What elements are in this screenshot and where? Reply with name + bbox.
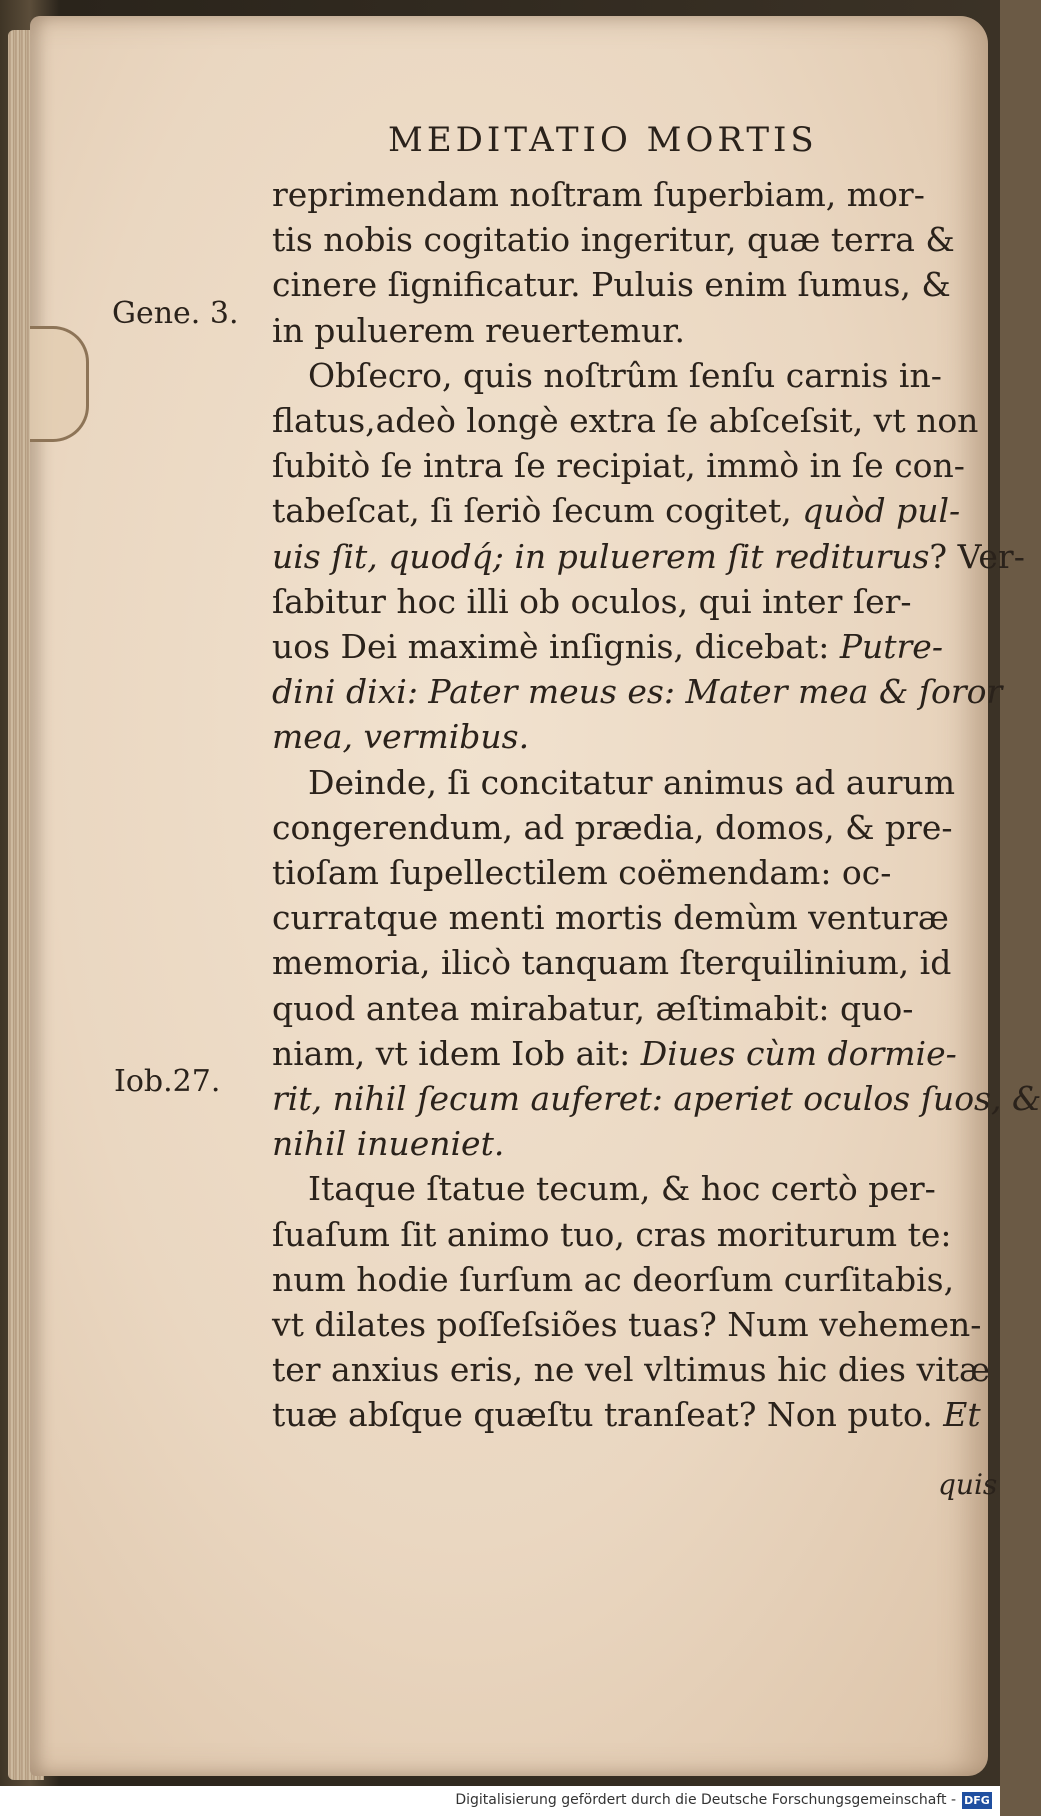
text-line	[272, 579, 972, 624]
text-run: in puluerem reuertemur.	[272, 310, 685, 350]
italic-text-run: uis ſit, quodq́; in puluerem ſit rediturus	[272, 536, 930, 576]
italic-text-run: mea, vermibus.	[272, 717, 530, 757]
text-run: ? Ver-	[929, 536, 1025, 576]
text-run: Deinde, ſi concitatur animus ad aurum	[308, 762, 956, 802]
margin-note-gene: Gene. 3.	[112, 296, 239, 331]
footer-bar	[0, 1786, 1000, 1816]
text-line	[272, 353, 972, 398]
footer-credit: Digitalisierung gefördert durch die Deutsche Forschungsgemeinschaft -	[455, 1792, 956, 1808]
text-line	[272, 262, 972, 307]
text-run: curratque menti mortis demùm venturæ	[272, 898, 949, 938]
dfg-logo-icon: DFG	[962, 1792, 992, 1809]
text-line	[272, 805, 972, 850]
text-line	[272, 624, 972, 669]
text-run: ſuaſum ſit animo tuo, cras moriturum te:	[272, 1214, 952, 1254]
text-run: flatus,adeò longè extra ſe abſceſsit, vt non	[272, 401, 979, 441]
italic-text-run: Et	[943, 1395, 981, 1435]
text-run: num hodie ſurſum ac deorſum curſitabis,	[272, 1259, 955, 1299]
text-line	[272, 986, 972, 1031]
text-run: niam, vt idem Iob ait:	[272, 1033, 641, 1073]
page-tab-marker	[30, 326, 89, 442]
text-run: quod antea mirabatur, æſtimabit: quo-	[272, 988, 914, 1028]
text-line	[272, 217, 972, 262]
text-line	[272, 1166, 972, 1211]
text-run: tuæ abſque quæſtu tranſeat? Non puto.	[272, 1395, 944, 1435]
text-line	[272, 669, 1003, 714]
text-line	[272, 1257, 972, 1302]
text-run: tioſam ſupellectilem coëmendam: oc-	[272, 853, 892, 893]
text-line	[272, 398, 979, 443]
text-line	[272, 1392, 981, 1437]
text-run: reprimendam noſtram ſuperbiam, mor-	[272, 175, 925, 214]
text-run: ter anxius eris, ne vel vltimus hic dies vitæ	[272, 1350, 990, 1390]
text-run: ſabitur hoc illi ob oculos, qui inter ſer-	[272, 581, 912, 621]
text-line	[272, 1347, 990, 1392]
italic-text-run: dini dixi: Pater meus es: Mater mea & ſoror	[272, 672, 1003, 712]
text-run: Itaque ſtatue tecum, & hoc certò per-	[308, 1169, 936, 1209]
text-line	[272, 308, 972, 353]
text-run: uos Dei maximè inſignis, dicebat:	[272, 627, 840, 667]
text-run: Obſecro, quis noſtrûm ſenſu carnis in-	[308, 355, 942, 395]
text-line	[272, 534, 1025, 579]
text-line	[272, 1031, 972, 1076]
text-line	[272, 1121, 972, 1166]
italic-text-run: Diues cùm dormie-	[640, 1033, 957, 1073]
text-line	[272, 940, 972, 985]
text-line	[272, 760, 972, 805]
body-text	[272, 172, 1041, 1438]
text-line	[272, 714, 972, 759]
text-line	[272, 850, 972, 895]
text-run: tis nobis cogitatio ingeritur, quæ terra &	[272, 220, 955, 260]
running-title: MEDITATIO MORTIS	[388, 120, 818, 160]
margin-note-iob: Iob.27.	[114, 1064, 221, 1099]
italic-text-run: quòd pul-	[802, 491, 961, 531]
text-line	[272, 1212, 972, 1257]
text-line	[272, 488, 972, 533]
italic-text-run: rit, nihil ſecum auferet: aperiet oculos ſuos, &	[272, 1079, 1041, 1119]
text-line	[272, 1076, 1041, 1121]
text-run: ſubitò ſe intra ſe recipiat, immò in ſe con-	[272, 446, 965, 486]
text-line	[272, 1302, 982, 1347]
text-line	[272, 895, 972, 940]
text-run: congerendum, ad prædia, domos, & pre-	[272, 807, 953, 847]
text-run: vt dilates poſſeſsiões tuas? Num vehemen-	[272, 1305, 982, 1345]
italic-text-run: nihil inueniet.	[272, 1124, 505, 1164]
text-run: cinere ſignificatur. Puluis enim ſumus, &	[272, 265, 951, 305]
text-run: tabeſcat, ſi ſeriò ſecum cogitet,	[272, 491, 803, 531]
catchword: quis	[938, 1468, 998, 1501]
text-run: memoria, ilicò tanquam ſterquilinium, id	[272, 943, 952, 983]
text-line	[272, 443, 972, 488]
italic-text-run: Putre-	[839, 627, 943, 667]
text-line	[272, 172, 972, 217]
